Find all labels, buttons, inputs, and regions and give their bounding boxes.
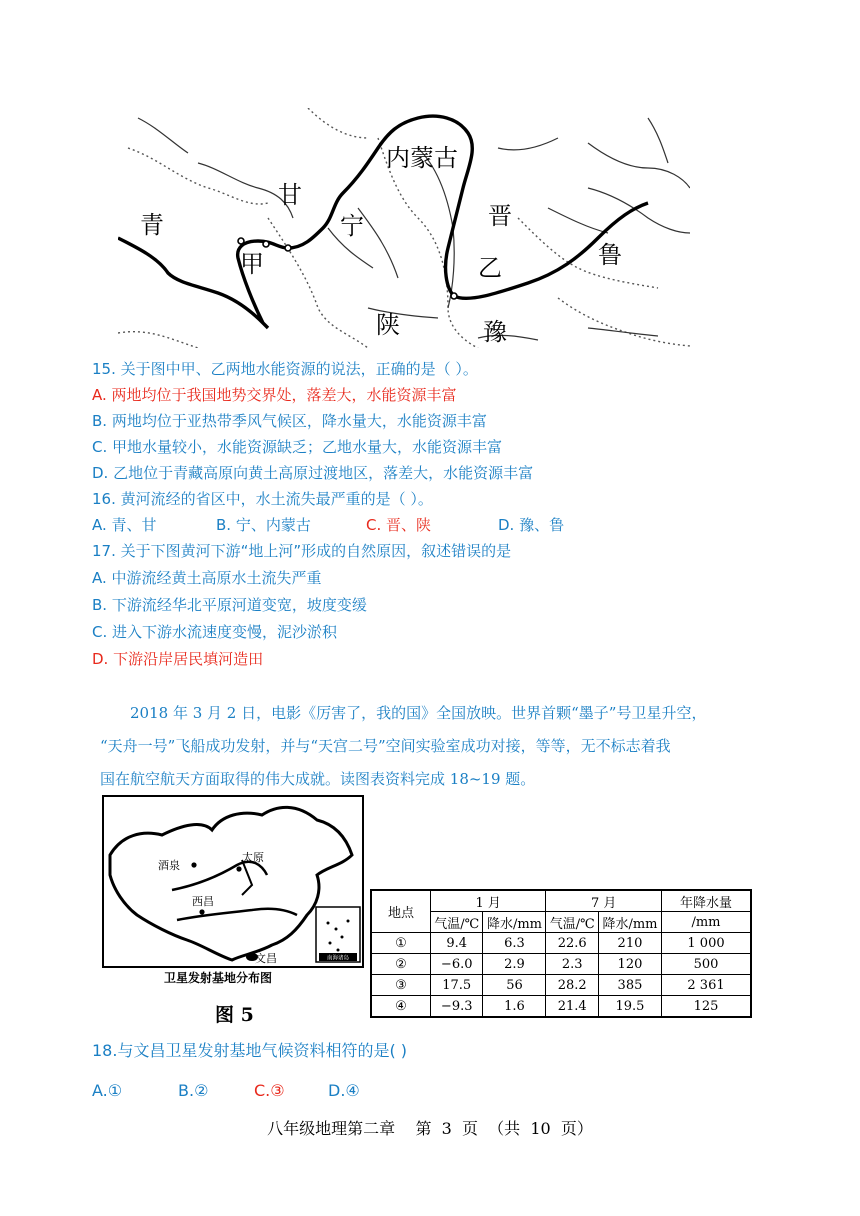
table-row — [371, 975, 751, 996]
q18-option-c: C.③ — [254, 1081, 285, 1100]
table-cell: 1.6 — [483, 996, 546, 1018]
label-lu: 鲁 — [598, 241, 622, 269]
table-head-jan: 1 月 — [431, 890, 546, 912]
label-shan: 陕 — [376, 311, 400, 339]
table-cell: 500 — [662, 954, 752, 975]
label-taiyuan: 太原 — [242, 851, 264, 864]
q17-option-b: B. 下游流经华北平原河道变宽，坡度变缓 — [92, 596, 367, 614]
q16-option-d: D. 豫、鲁 — [498, 516, 565, 534]
table-cell: ③ — [371, 975, 431, 996]
q17-option-d: D. 下游沿岸居民填河造田 — [92, 650, 264, 668]
passage-line-1: 2018 年 3 月 2 日，电影《厉害了，我的国》全国放映。世界首颗“墨子”号卫星升空， — [130, 704, 707, 722]
page-footer: 八年级地理第二章 第 3 页 （共 10 页） — [267, 1119, 593, 1138]
q15-option-a: A. 两地均位于我国地势交界处，落差大，水能资源丰富 — [92, 386, 457, 404]
q17-stem: 17. 关于下图黄河下游“地上河”形成的自然原因，叙述错误的是 — [92, 542, 512, 560]
table-cell: 21.4 — [546, 996, 598, 1018]
q16-option-c: C. 晋、陕 — [366, 516, 432, 534]
table-sub-jan-precip: 降水/mm — [483, 912, 546, 933]
table-head-annual-unit: /mm — [662, 912, 752, 933]
table-cell: 6.3 — [483, 933, 546, 954]
table-cell: 17.5 — [431, 975, 483, 996]
q16-option-a: A. 青、甘 — [92, 516, 157, 534]
table-cell: 210 — [598, 933, 661, 954]
table-cell: 28.2 — [546, 975, 598, 996]
table-cell: 385 — [598, 975, 661, 996]
label-qing: 青 — [140, 211, 164, 239]
table-cell: −6.0 — [431, 954, 483, 975]
table-head-place: 地点 — [371, 890, 431, 933]
q17-option-c: C. 进入下游水流速度变慢，泥沙淤积 — [92, 623, 338, 641]
table-sub-jul-temp: 气温/℃ — [546, 912, 598, 933]
label-gan: 甘 — [278, 181, 302, 209]
table-cell: 56 — [483, 975, 546, 996]
q15-option-d: D. 乙地位于青藏高原向黄土高原过渡地区，落差大，水能资源丰富 — [92, 464, 534, 482]
q16-option-b: B. 宁、内蒙古 — [216, 516, 311, 534]
table-cell: 9.4 — [431, 933, 483, 954]
q15-stem: 15. 关于图中甲、乙两地水能资源的说法，正确的是（ ）。 — [92, 360, 478, 378]
table-row — [371, 954, 751, 975]
q15-option-b: B. 两地均位于亚热带季风气候区，降水量大，水能资源丰富 — [92, 412, 487, 430]
passage-line-3: 国在航空航天方面取得的伟大成就。读图表资料完成 18~19 题。 — [100, 770, 536, 788]
table-cell: ② — [371, 954, 431, 975]
label-yi: 乙 — [478, 254, 502, 282]
table-cell: 2.3 — [546, 954, 598, 975]
table-cell: 120 — [598, 954, 661, 975]
label-jia: 甲 — [240, 250, 264, 278]
table-cell: 22.6 — [546, 933, 598, 954]
q18-option-a: A.① — [92, 1081, 123, 1100]
table-cell: 2.9 — [483, 954, 546, 975]
q18-stem: 18.与文昌卫星发射基地气候资料相符的是( ) — [92, 1041, 408, 1060]
launch-base-map — [102, 795, 364, 995]
q15-option-c: C. 甲地水量较小，水能资源缺乏；乙地水量大，水能资源丰富 — [92, 438, 503, 456]
table-cell: 19.5 — [598, 996, 661, 1018]
label-xichang: 西昌 — [192, 895, 214, 908]
label-neimenggu: 内蒙古 — [386, 144, 458, 172]
table-sub-jan-temp: 气温/℃ — [431, 912, 483, 933]
yellow-river-map — [118, 108, 690, 348]
table-cell: ④ — [371, 996, 431, 1018]
table-cell: −9.3 — [431, 996, 483, 1018]
map2-caption: 卫星发射基地分布图 — [164, 971, 273, 985]
table-cell: 2 361 — [662, 975, 752, 996]
table-cell: 125 — [662, 996, 752, 1018]
figure-5-label: 图 5 — [215, 1004, 254, 1026]
table-cell: ① — [371, 933, 431, 954]
nanhai-label: 南海诸岛 — [326, 955, 350, 962]
table-cell: 1 000 — [662, 933, 752, 954]
table-sub-jul-precip: 降水/mm — [598, 912, 661, 933]
q17-option-a: A. 中游流经黄土高原水土流失严重 — [92, 569, 322, 587]
q16-stem: 16. 黄河流经的省区中，水土流失最严重的是（ ）。 — [92, 490, 433, 508]
passage-line-2: “天舟一号”飞船成功发射，并与“天宫二号”空间实验室成功对接，等等，无不标志着我 — [100, 737, 671, 755]
q18-option-b: B.② — [178, 1081, 209, 1100]
table-row — [371, 933, 751, 954]
table-head-jul: 7 月 — [546, 890, 662, 912]
label-ning: 宁 — [340, 212, 364, 240]
label-yu: 豫 — [483, 318, 507, 346]
label-jiuquan: 酒泉 — [158, 859, 180, 872]
table-row — [371, 996, 751, 1018]
label-jin: 晋 — [488, 202, 512, 230]
climate-table — [370, 889, 752, 1018]
label-wenchang: 文昌 — [255, 952, 277, 965]
table-head-annual: 年降水量 — [662, 890, 752, 912]
q18-option-d: D.④ — [328, 1081, 360, 1100]
